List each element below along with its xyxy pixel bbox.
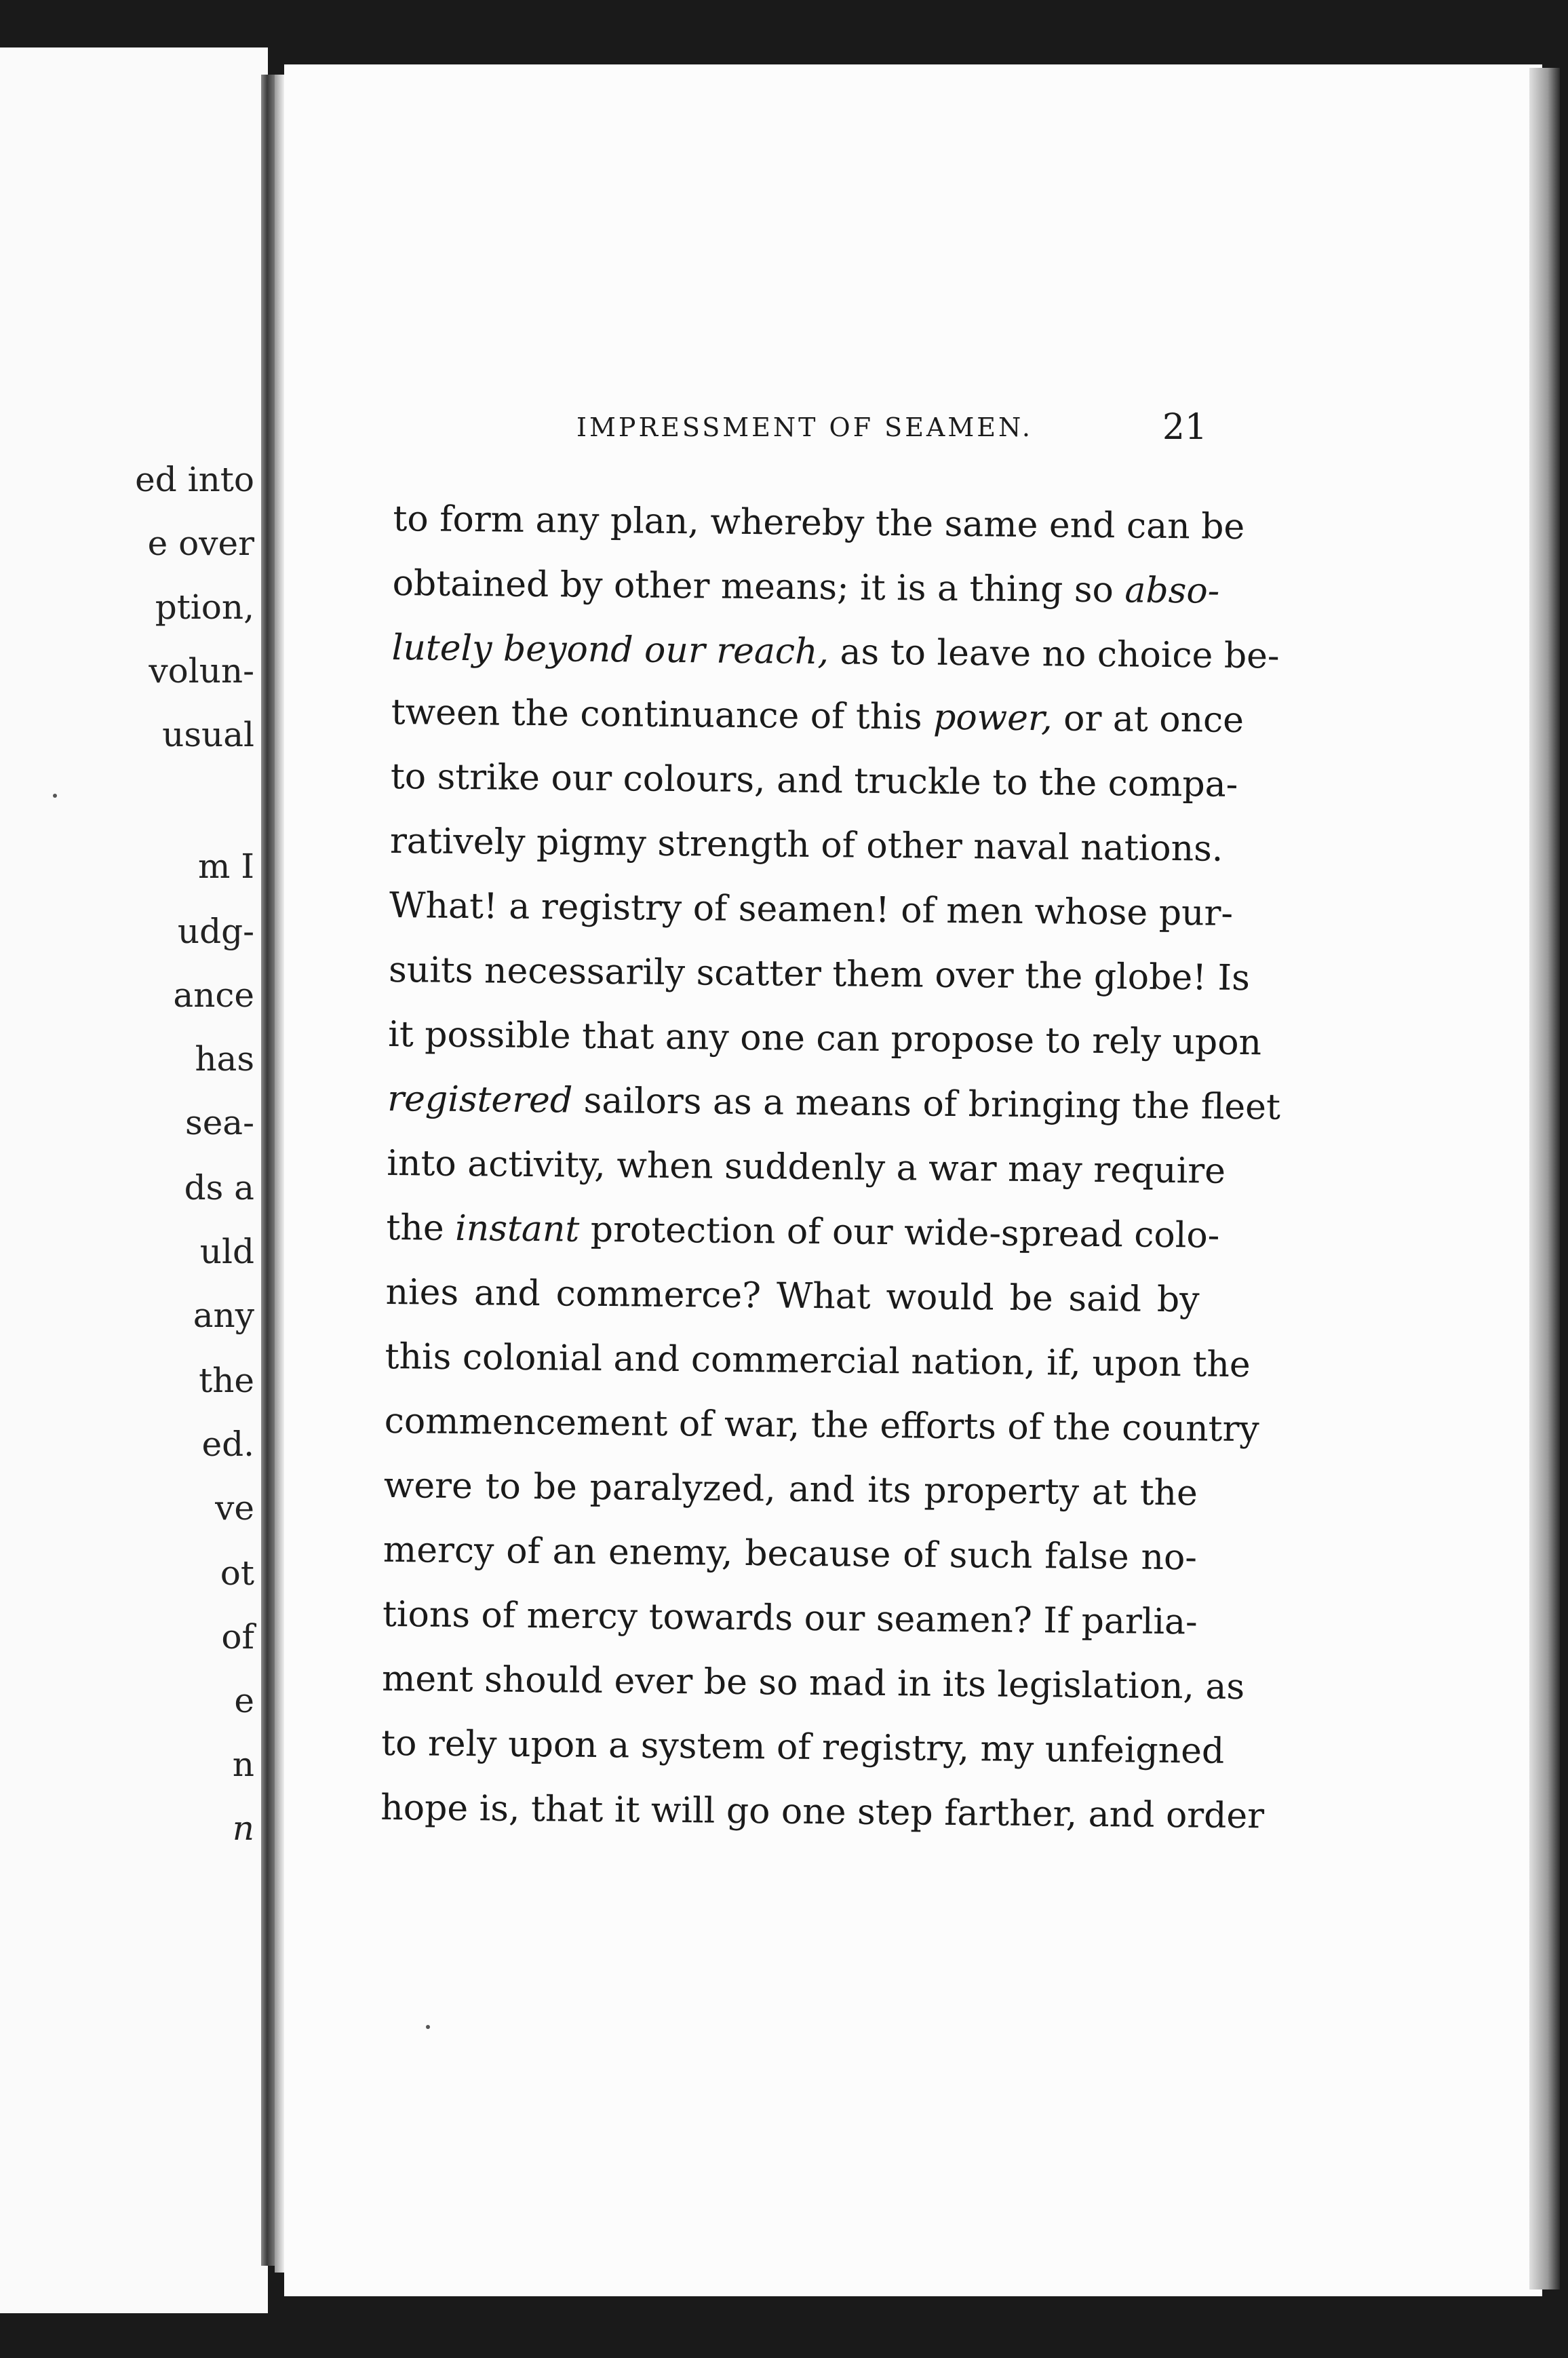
text-line xyxy=(380,1712,1225,1784)
text-line xyxy=(380,1776,1265,1849)
text-run: the xyxy=(386,1207,456,1249)
left-page-fragment: e over xyxy=(147,524,254,563)
left-page-fragment: of xyxy=(221,1617,254,1657)
page-header xyxy=(576,407,1207,455)
text-line xyxy=(385,1325,1251,1397)
left-page-fragment: ot xyxy=(220,1553,254,1593)
left-page-fragment: sea- xyxy=(185,1103,254,1142)
text-run: nies and commerce? What would be said by xyxy=(385,1271,1200,1321)
text-run: or at once xyxy=(1052,698,1244,741)
body-text xyxy=(380,487,1281,1848)
left-page-fragment: usual xyxy=(162,715,254,754)
text-line xyxy=(388,938,1251,1011)
text-line xyxy=(385,1260,1200,1333)
text-line xyxy=(386,1196,1220,1269)
text-run: ment should ever be so mad in its legislation, as xyxy=(381,1658,1245,1708)
text-run: commencement of war, the efforts of the country xyxy=(384,1400,1260,1450)
text-line xyxy=(383,1518,1197,1591)
left-page-fragment: n xyxy=(232,1809,254,1848)
text-line xyxy=(384,1389,1260,1462)
text-run: suits necessarily scatter them over the globe! Is xyxy=(388,949,1251,999)
page-number: 21 xyxy=(1162,407,1207,448)
text-run: were to be paralyzed, and its property at the xyxy=(383,1465,1198,1514)
text-line xyxy=(390,745,1238,817)
text-run: sailors as a means of bringing the fleet xyxy=(572,1080,1281,1128)
text-run: it possible that any one can propose to rely upon xyxy=(387,1013,1262,1064)
left-page-fragment: uld xyxy=(199,1232,254,1271)
text-run: ratively pigmy strength of other naval nations. xyxy=(389,820,1223,870)
left-page-fragment: n xyxy=(232,1745,254,1784)
page-edge-shadow xyxy=(1529,68,1560,2289)
text-run: to strike our colours, and truckle to the compa- xyxy=(390,756,1238,805)
left-page-fragment: volun- xyxy=(149,651,254,691)
text-run: obtained by other means; it is a thing so xyxy=(392,562,1125,611)
left-page-fragment: ed into xyxy=(135,460,254,499)
italic-run: abso- xyxy=(1124,570,1220,612)
text-line xyxy=(387,1132,1226,1204)
italic-run: power, xyxy=(933,697,1053,739)
left-page-fragment: e xyxy=(234,1681,254,1720)
left-page-fragment: ve xyxy=(215,1488,254,1528)
italic-run: lutely beyond our reach, xyxy=(391,627,829,673)
text-line xyxy=(389,809,1223,882)
text-run: hope is, that it will go one step farther, and order xyxy=(380,1787,1265,1837)
text-run: tween the continuance of this xyxy=(391,691,934,738)
left-page-fragment: ption, xyxy=(155,587,254,627)
italic-run: instant xyxy=(454,1207,580,1250)
left-page-fragment: the xyxy=(199,1361,254,1400)
italic-run: registered xyxy=(387,1078,573,1121)
text-run: mercy of an enemy, because of such false no- xyxy=(383,1529,1198,1579)
text-run: into activity, when suddenly a war may require xyxy=(387,1142,1226,1192)
text-line xyxy=(393,487,1245,560)
text-line xyxy=(383,1583,1197,1655)
left-page-fragment: has xyxy=(195,1039,254,1079)
text-line xyxy=(389,874,1234,946)
left-page-fragment: ance xyxy=(173,975,254,1015)
left-page xyxy=(0,47,268,2313)
text-line xyxy=(391,680,1244,753)
book-gutter xyxy=(261,75,275,2266)
text-run: to rely upon a system of registry, my unfeigned xyxy=(380,1722,1225,1772)
text-line xyxy=(392,552,1220,624)
text-line xyxy=(383,1454,1198,1526)
text-run: tions of mercy towards our seamen? If parlia- xyxy=(382,1593,1198,1643)
text-run: this colonial and commercial nation, if, upon the xyxy=(385,1336,1251,1386)
text-run: What! a registry of seamen! of men whose pur- xyxy=(389,885,1234,934)
left-page-fragment: ed. xyxy=(201,1425,254,1464)
text-line xyxy=(387,1003,1262,1075)
running-title: IMPRESSMENT OF SEAMEN. xyxy=(576,412,1033,442)
text-line xyxy=(387,1067,1281,1140)
left-page-fragment: ds a xyxy=(184,1168,254,1207)
ink-speck xyxy=(426,2025,430,2029)
text-run: protection of our wide-spread colo- xyxy=(579,1209,1220,1256)
left-page-fragment: udg- xyxy=(177,912,254,951)
left-page-fragment: m I xyxy=(197,847,254,886)
gutter-shadow xyxy=(275,75,284,2273)
text-run: to form any plan, whereby the same end can be xyxy=(393,498,1245,548)
left-page-fragment: any xyxy=(193,1296,254,1335)
ink-speck xyxy=(53,794,57,798)
text-line xyxy=(381,1647,1245,1720)
text-line xyxy=(391,616,1280,689)
text-run: as to leave no choice be- xyxy=(828,632,1280,677)
